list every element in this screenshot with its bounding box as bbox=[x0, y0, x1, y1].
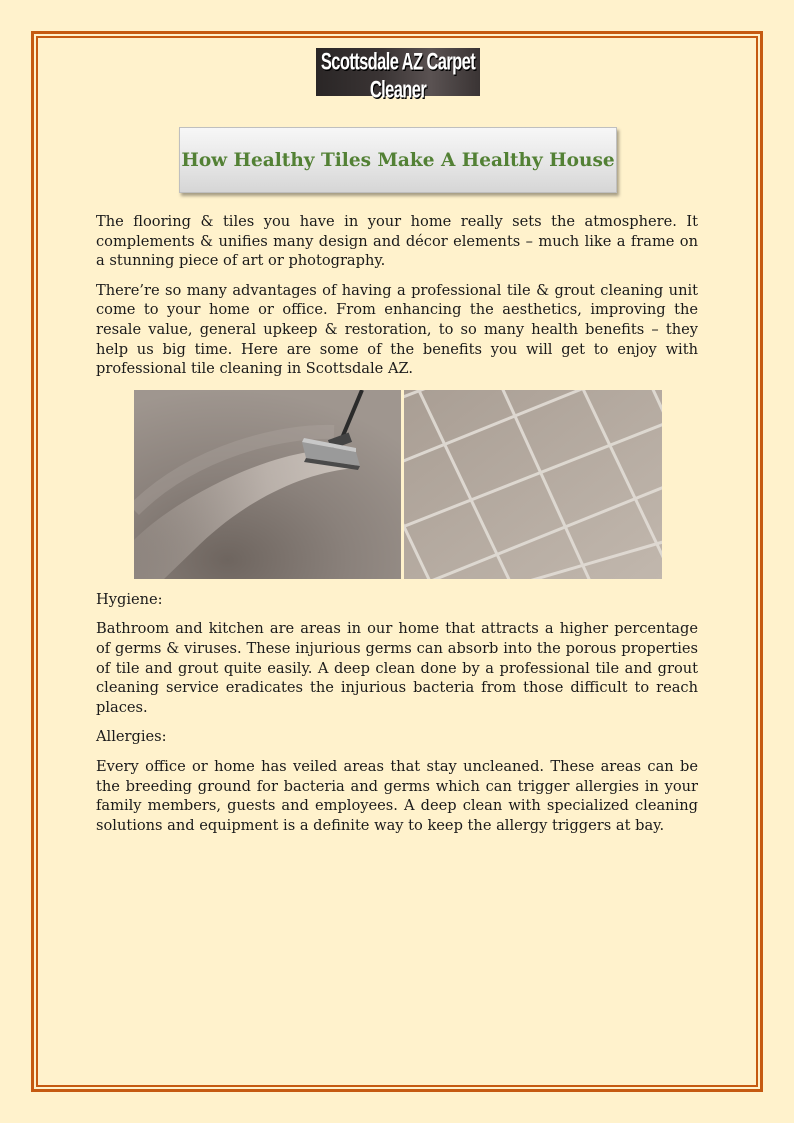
section-heading-hygiene: Hygiene: bbox=[96, 590, 163, 608]
page-title: How Healthy Tiles Make A Healthy House bbox=[181, 149, 615, 171]
section-body-hygiene: Bathroom and kitchen are areas in our home that attracts a higher percentage of germs & viruses. These injurious germs can absorb into the porous properties of tile and grout quite easily. A deep clean done by a professional tile and grout cleaning service eradicates the injurious bacteria from those difficult to reach places. bbox=[96, 620, 698, 716]
logo-text: Scottsdale AZ Carpet Cleaner bbox=[320, 49, 476, 104]
article-body bbox=[96, 212, 698, 845]
image-row bbox=[134, 390, 698, 579]
section-body-allergies: Every office or home has veiled areas that stay uncleaned. These areas can be the breeding ground for bacteria and germs which can trigger allergies in your family members, guests and employees. A deep clean with specialized cleaning solutions and equipment is a definite way to keep the allergy triggers at bay. bbox=[96, 757, 698, 834]
title-banner bbox=[179, 127, 617, 193]
carpet-vacuum-photo bbox=[134, 390, 401, 579]
section-heading-allergies: Allergies: bbox=[96, 728, 167, 746]
intro-paragraph: The flooring & tiles you have in your home really sets the atmosphere. It complements & unifies many design and décor elements – much like a frame on a stunning piece of art or photography. bbox=[96, 213, 698, 270]
intro-paragraph: There’re so many advantages of having a professional tile & grout cleaning unit come to your home or office. From enhancing the aesthetics, improving the resale value, general upkeep & restoration, to so many health benefits – they help us big time. Here are some of the benefits you will get to enjoy with professional tile cleaning in Scottsdale AZ. bbox=[96, 281, 698, 378]
company-logo bbox=[316, 48, 480, 104]
tile-floor-photo bbox=[404, 390, 662, 579]
tile-floor-illustration bbox=[404, 390, 662, 579]
carpet-vacuum-illustration bbox=[134, 390, 401, 579]
